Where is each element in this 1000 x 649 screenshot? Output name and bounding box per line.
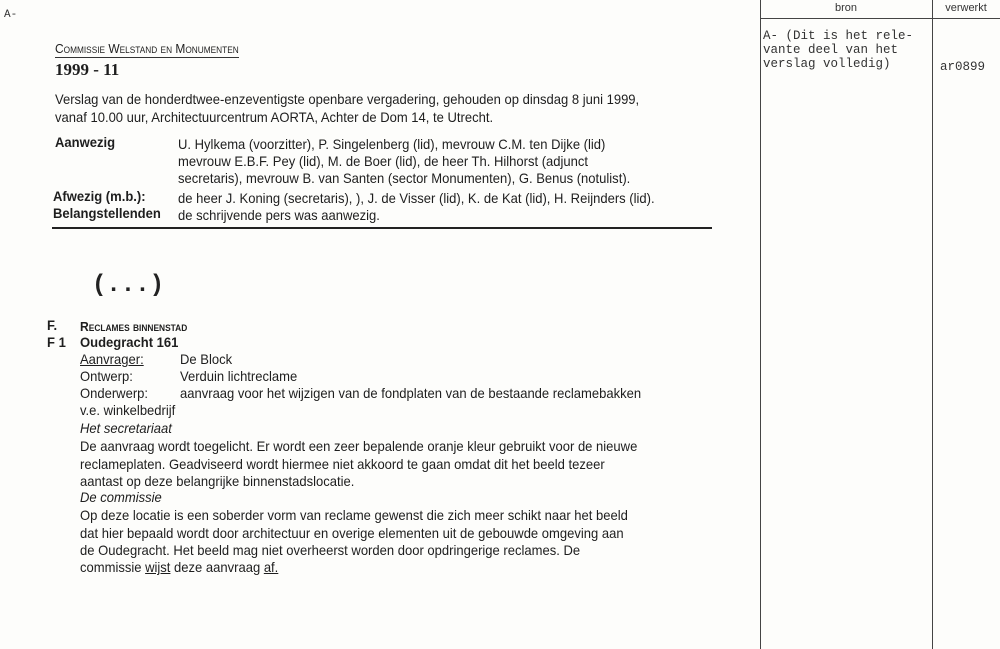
field-value: De Block — [180, 351, 233, 367]
section-code: F. — [47, 317, 58, 333]
field-label: Ontwerp: — [80, 368, 133, 384]
decision-text: deze aanvraag — [170, 559, 264, 575]
table-divider — [932, 0, 933, 649]
secretariat-line: reclameplaten. Geadviseerd wordt hiermee niet akkoord te gaan omdat dit het beeld tezeer — [80, 456, 605, 472]
verwerkt-value: ar0899 — [940, 60, 986, 74]
commission-line: dat hier bepaald wordt door architectuur en overige elementen uit de gebouwde omgeving aan — [80, 525, 624, 541]
section-rule — [52, 227, 712, 229]
header-bron: bron — [834, 2, 858, 14]
present-line: secretaris), mevrouw B. van Santen (sector Monumenten), G. Benus (notulist). — [178, 170, 631, 186]
item-code: F 1 — [47, 334, 66, 350]
field-label: Aanvrager: — [80, 351, 144, 367]
subject-continuation: v.e. winkelbedrijf — [80, 402, 176, 418]
table-header-rule — [760, 18, 1000, 19]
intro-line: Verslag van de honderdtwee-enzeventigste openbare vergadering, gehouden op dinsdag 8 juni 1999, — [55, 91, 640, 107]
intro-line: vanaf 10.00 uur, Architectuurcentrum AORTA, Achter de Dom 14, te Utrecht. — [55, 109, 494, 125]
secretariat-line: De aanvraag wordt toegelicht. Er wordt een zeer bepalende oranje kleur gebruikt voor de nieuwe — [80, 438, 638, 454]
commission-line: Op deze locatie is een soberder vorm van reclame gewenst die zich meer schikt naar het beeld — [80, 507, 628, 523]
present-line: mevrouw E.B.F. Pey (lid), M. de Boer (lid), de heer Th. Hilhorst (adjunct — [178, 153, 589, 169]
decision-keyword: wijst — [145, 559, 171, 575]
present-line: U. Hylkema (voorzitter), P. Singelenberg (lid), mevrouw C.M. ten Dijke (lid) — [178, 136, 606, 152]
secretariat-line: aantast op deze belangrijke binnenstadslocatie. — [80, 473, 355, 489]
field-value: aanvraag voor het wijzigen van de fondplaten van de bestaande reclamebakken — [180, 385, 642, 401]
organization-name: Commissie Welstand en Monumenten — [55, 41, 239, 56]
commission-line: de Oudegracht. Het beeld mag niet overheerst worden door opdringerige reclames. De — [80, 542, 581, 558]
secretariat-heading: Het secretariaat — [80, 420, 172, 436]
interested-label: Belangstellenden — [53, 205, 161, 221]
commission-heading: De commissie — [80, 489, 162, 505]
decision-text: commissie — [80, 559, 146, 575]
present-label: Aanwezig — [55, 134, 116, 150]
table-divider — [760, 0, 761, 649]
interested-text: de schrijvende pers was aanwezig. — [178, 207, 380, 223]
decision-line — [80, 559, 278, 576]
margin-mark: A- — [4, 9, 18, 21]
absent-text: de heer J. Koning (secretaris), ), J. de Visser (lid), K. de Kat (lid), H. Reijnders (lid). — [178, 190, 655, 206]
decision-keyword: af. — [263, 559, 279, 575]
omission-mark: (...) — [92, 272, 165, 299]
field-value: Verduin lichtreclame — [180, 368, 298, 384]
absent-label: Afwezig (m.b.): — [53, 188, 146, 204]
section-title: Reclames binnenstad — [80, 319, 188, 334]
report-number: 1999 - 11 — [55, 60, 120, 79]
bron-note-line: vante deel van het — [763, 43, 899, 57]
header-verwerkt: verwerkt — [945, 2, 987, 14]
item-title: Oudegracht 161 — [80, 334, 179, 350]
bron-note-line: verslag volledig) — [763, 57, 891, 71]
bron-note-line: A- (Dit is het rele- — [763, 29, 914, 43]
field-label: Onderwerp: — [80, 385, 149, 401]
